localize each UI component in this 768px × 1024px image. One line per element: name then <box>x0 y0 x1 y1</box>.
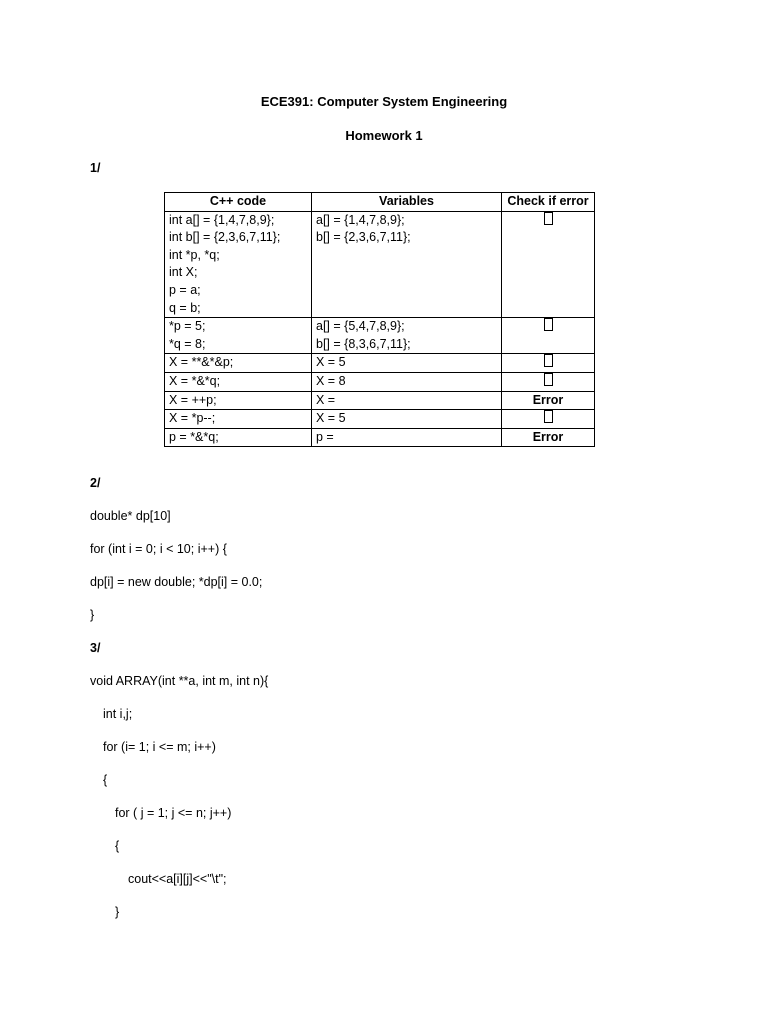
table-row <box>165 372 595 391</box>
code-cell: X = **&*&p; <box>165 354 312 373</box>
assignment-title: Homework 1 <box>345 128 423 143</box>
check-cell <box>502 211 595 318</box>
checkbox-icon[interactable] <box>544 318 553 331</box>
check-cell <box>502 354 595 373</box>
checkbox-icon[interactable] <box>544 373 553 386</box>
table-row <box>165 354 595 373</box>
q2-label: 2/ <box>90 476 101 490</box>
course-title: ECE391: Computer System Engineering <box>260 94 508 109</box>
header-variables: Variables <box>312 193 502 212</box>
q2-code-line: for (int i = 0; i < 10; i++) { <box>90 542 227 556</box>
q3-code-line: for (i= 1; i <= m; i++) <box>103 740 216 754</box>
header-cpp-code: C++ code <box>165 193 312 212</box>
code-cell: X = *&*q; <box>165 372 312 391</box>
q3-code-line: void ARRAY(int **a, int m, int n){ <box>90 674 269 688</box>
q3-code-line: for ( j = 1; j <= n; j++) <box>115 806 232 820</box>
code-line: p = a; <box>169 282 201 297</box>
code-cell: X = ++p; <box>165 391 312 410</box>
q3-code-line: } <box>115 905 120 919</box>
code-line: int a[] = {1,4,7,8,9}; <box>169 212 275 227</box>
checkbox-icon[interactable] <box>544 212 553 225</box>
check-cell <box>502 318 595 354</box>
table-row <box>165 318 595 354</box>
variables-cell: X = 5 <box>312 410 502 429</box>
variables-cell: p = <box>312 428 502 447</box>
q1-label: 1/ <box>90 161 101 175</box>
q3-code-line: { <box>103 773 108 787</box>
variables-cell: X = 5 <box>312 354 502 373</box>
q1-table <box>164 192 595 447</box>
code-line: *p = 5; <box>169 319 206 334</box>
check-cell <box>502 410 595 429</box>
code-line: int *p, *q; <box>169 247 220 262</box>
code-cell: X = *p--; <box>165 410 312 429</box>
q2-code-line: } <box>90 608 95 622</box>
check-cell-error: Error <box>502 428 595 447</box>
q2-code-line: double* dp[10] <box>90 509 171 523</box>
code-line: int X; <box>169 265 198 280</box>
code-cell <box>165 318 312 354</box>
table-header-row <box>165 193 595 212</box>
check-cell-error: Error <box>502 391 595 410</box>
table-row <box>165 410 595 429</box>
variables-cell <box>312 318 502 354</box>
q3-code-line: cout<<a[i][j]<<"\t"; <box>128 872 227 886</box>
q3-code-line: int i,j; <box>103 707 133 721</box>
table-row <box>165 391 595 410</box>
code-line: *q = 8; <box>169 336 206 351</box>
variable-line: b[] = {8,3,6,7,11}; <box>316 336 411 351</box>
header-check-if-error: Check if error <box>502 193 595 212</box>
variables-cell: X = <box>312 391 502 410</box>
variable-line: b[] = {2,3,6,7,11}; <box>316 230 411 245</box>
checkbox-icon[interactable] <box>544 410 553 423</box>
q3-label: 3/ <box>90 641 101 655</box>
code-cell: p = *&*q; <box>165 428 312 447</box>
variable-line: a[] = {5,4,7,8,9}; <box>316 319 405 334</box>
q3-code-line: { <box>115 839 120 853</box>
variable-line: a[] = {1,4,7,8,9}; <box>316 212 405 227</box>
checkbox-icon[interactable] <box>544 354 553 367</box>
table-row <box>165 428 595 447</box>
code-line: q = b; <box>169 300 201 315</box>
variables-cell <box>312 211 502 318</box>
code-cell <box>165 211 312 318</box>
code-line: int b[] = {2,3,6,7,11}; <box>169 230 281 245</box>
variables-cell: X = 8 <box>312 372 502 391</box>
q2-code-line: dp[i] = new double; *dp[i] = 0.0; <box>90 575 263 589</box>
check-cell <box>502 372 595 391</box>
table-row <box>165 211 595 318</box>
